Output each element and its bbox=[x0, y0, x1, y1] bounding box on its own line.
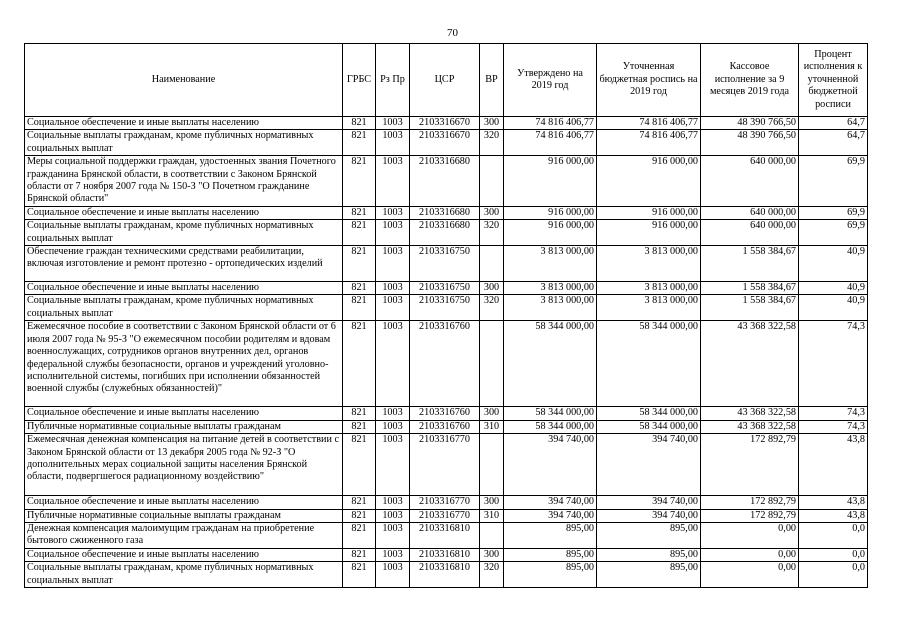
cell-grbs: 821 bbox=[343, 220, 376, 246]
cell-grbs: 821 bbox=[343, 522, 376, 548]
cell-percent: 0,0 bbox=[799, 548, 868, 561]
cell-csr: 2103316750 bbox=[410, 282, 480, 295]
cell-csr: 2103316810 bbox=[410, 548, 480, 561]
cell-name: Социальное обеспечение и иные выплаты населению bbox=[25, 496, 343, 509]
cell-name: Социальное обеспечение и иные выплаты населению bbox=[25, 117, 343, 130]
cell-percent: 40,9 bbox=[799, 246, 868, 282]
cell-rzpr: 1003 bbox=[376, 434, 410, 496]
cell-vr: 300 bbox=[480, 496, 504, 509]
cell-grbs: 821 bbox=[343, 407, 376, 420]
cell-approved: 394 740,00 bbox=[504, 509, 597, 522]
cell-approved: 916 000,00 bbox=[504, 220, 597, 246]
cell-approved: 74 816 406,77 bbox=[504, 117, 597, 130]
cell-rzpr: 1003 bbox=[376, 496, 410, 509]
table-row bbox=[25, 220, 868, 246]
cell-name: Социальное обеспечение и иные выплаты населению bbox=[25, 206, 343, 219]
table-row bbox=[25, 509, 868, 522]
cell-cash: 43 368 322,58 bbox=[701, 420, 799, 433]
cell-refined: 916 000,00 bbox=[597, 156, 701, 207]
cell-refined: 58 344 000,00 bbox=[597, 420, 701, 433]
cell-percent: 40,9 bbox=[799, 282, 868, 295]
cell-percent: 69,9 bbox=[799, 206, 868, 219]
cell-percent: 43,8 bbox=[799, 496, 868, 509]
cell-csr: 2103316750 bbox=[410, 246, 480, 282]
cell-cash: 43 368 322,58 bbox=[701, 321, 799, 407]
table-row bbox=[25, 246, 868, 282]
cell-name: Меры социальной поддержки граждан, удостоенных звания Почетного гражданина Брянской области, в соответствии с Законом Брянской области от 7 ноября 2007 года № 150-З "О Почетном гражданине Брянской области" bbox=[25, 156, 343, 207]
cell-approved: 916 000,00 bbox=[504, 206, 597, 219]
cell-grbs: 821 bbox=[343, 562, 376, 588]
header-percent: Процент исполнения к уточненной бюджетной росписи bbox=[799, 44, 868, 117]
cell-grbs: 821 bbox=[343, 246, 376, 282]
cell-approved: 895,00 bbox=[504, 522, 597, 548]
cell-approved: 58 344 000,00 bbox=[504, 407, 597, 420]
cell-cash: 48 390 766,50 bbox=[701, 130, 799, 156]
cell-percent: 64,7 bbox=[799, 130, 868, 156]
header-approved: Утверждено на 2019 год bbox=[504, 44, 597, 117]
cell-cash: 0,00 bbox=[701, 548, 799, 561]
cell-refined: 916 000,00 bbox=[597, 206, 701, 219]
cell-vr: 300 bbox=[480, 206, 504, 219]
cell-vr: 300 bbox=[480, 407, 504, 420]
page-number: 70 bbox=[447, 27, 458, 39]
table-row bbox=[25, 321, 868, 407]
cell-rzpr: 1003 bbox=[376, 156, 410, 207]
cell-csr: 2103316810 bbox=[410, 562, 480, 588]
table-row bbox=[25, 562, 868, 588]
table-row bbox=[25, 282, 868, 295]
cell-refined: 3 813 000,00 bbox=[597, 282, 701, 295]
cell-rzpr: 1003 bbox=[376, 295, 410, 321]
cell-percent: 0,0 bbox=[799, 522, 868, 548]
cell-name: Социальные выплаты гражданам, кроме публичных нормативных социальных выплат bbox=[25, 130, 343, 156]
cell-cash: 1 558 384,67 bbox=[701, 246, 799, 282]
cell-approved: 58 344 000,00 bbox=[504, 420, 597, 433]
cell-grbs: 821 bbox=[343, 434, 376, 496]
cell-vr: 320 bbox=[480, 220, 504, 246]
cell-vr: 300 bbox=[480, 282, 504, 295]
cell-percent: 74,3 bbox=[799, 407, 868, 420]
cell-rzpr: 1003 bbox=[376, 220, 410, 246]
cell-cash: 640 000,00 bbox=[701, 156, 799, 207]
cell-cash: 172 892,79 bbox=[701, 509, 799, 522]
cell-name: Публичные нормативные социальные выплаты гражданам bbox=[25, 509, 343, 522]
cell-grbs: 821 bbox=[343, 548, 376, 561]
cell-grbs: 821 bbox=[343, 509, 376, 522]
table-row bbox=[25, 295, 868, 321]
cell-vr: 320 bbox=[480, 295, 504, 321]
header-csr: ЦСР bbox=[410, 44, 480, 117]
cell-rzpr: 1003 bbox=[376, 117, 410, 130]
cell-refined: 895,00 bbox=[597, 548, 701, 561]
cell-percent: 0,0 bbox=[799, 562, 868, 588]
cell-vr: 300 bbox=[480, 548, 504, 561]
cell-refined: 58 344 000,00 bbox=[597, 321, 701, 407]
table-row bbox=[25, 496, 868, 509]
cell-refined: 895,00 bbox=[597, 562, 701, 588]
cell-rzpr: 1003 bbox=[376, 562, 410, 588]
cell-approved: 895,00 bbox=[504, 562, 597, 588]
header-rzpr: Рз Пр bbox=[376, 44, 410, 117]
cell-grbs: 821 bbox=[343, 156, 376, 207]
cell-csr: 2103316670 bbox=[410, 117, 480, 130]
cell-rzpr: 1003 bbox=[376, 522, 410, 548]
cell-refined: 394 740,00 bbox=[597, 509, 701, 522]
cell-grbs: 821 bbox=[343, 130, 376, 156]
cell-rzpr: 1003 bbox=[376, 548, 410, 561]
cell-approved: 3 813 000,00 bbox=[504, 246, 597, 282]
cell-name: Социальное обеспечение и иные выплаты населению bbox=[25, 407, 343, 420]
table-header-row bbox=[25, 44, 868, 117]
cell-refined: 895,00 bbox=[597, 522, 701, 548]
cell-percent: 40,9 bbox=[799, 295, 868, 321]
table-row bbox=[25, 522, 868, 548]
table-row bbox=[25, 117, 868, 130]
cell-cash: 1 558 384,67 bbox=[701, 282, 799, 295]
cell-name: Денежная компенсация малоимущим гражданам на приобретение бытового сжиженного газа bbox=[25, 522, 343, 548]
cell-name: Обеспечение граждан техническими средствами реабилитации, включая изготовление и ремонт протезно - ортопедических изделий bbox=[25, 246, 343, 282]
cell-csr: 2103316760 bbox=[410, 321, 480, 407]
cell-csr: 2103316810 bbox=[410, 522, 480, 548]
cell-vr: 320 bbox=[480, 130, 504, 156]
cell-rzpr: 1003 bbox=[376, 246, 410, 282]
table-body bbox=[25, 117, 868, 588]
cell-rzpr: 1003 bbox=[376, 509, 410, 522]
cell-percent: 43,8 bbox=[799, 509, 868, 522]
cell-vr bbox=[480, 434, 504, 496]
cell-csr: 2103316760 bbox=[410, 420, 480, 433]
cell-csr: 2103316770 bbox=[410, 509, 480, 522]
header-cash: Кассовое исполнение за 9 месяцев 2019 года bbox=[701, 44, 799, 117]
cell-percent: 69,9 bbox=[799, 156, 868, 207]
cell-csr: 2103316670 bbox=[410, 130, 480, 156]
cell-vr: 310 bbox=[480, 509, 504, 522]
cell-cash: 0,00 bbox=[701, 522, 799, 548]
cell-refined: 3 813 000,00 bbox=[597, 295, 701, 321]
cell-approved: 74 816 406,77 bbox=[504, 130, 597, 156]
cell-grbs: 821 bbox=[343, 295, 376, 321]
cell-grbs: 821 bbox=[343, 496, 376, 509]
cell-name: Социальные выплаты гражданам, кроме публичных нормативных социальных выплат bbox=[25, 562, 343, 588]
header-grbs: ГРБС bbox=[343, 44, 376, 117]
cell-percent: 74,3 bbox=[799, 420, 868, 433]
cell-cash: 0,00 bbox=[701, 562, 799, 588]
cell-grbs: 821 bbox=[343, 420, 376, 433]
cell-rzpr: 1003 bbox=[376, 282, 410, 295]
table-row bbox=[25, 434, 868, 496]
cell-rzpr: 1003 bbox=[376, 407, 410, 420]
cell-refined: 58 344 000,00 bbox=[597, 407, 701, 420]
cell-refined: 394 740,00 bbox=[597, 434, 701, 496]
header-name: Наименование bbox=[25, 44, 343, 117]
cell-cash: 43 368 322,58 bbox=[701, 407, 799, 420]
budget-execution-table bbox=[24, 43, 868, 588]
cell-approved: 394 740,00 bbox=[504, 496, 597, 509]
cell-rzpr: 1003 bbox=[376, 321, 410, 407]
table-row bbox=[25, 548, 868, 561]
cell-csr: 2103316770 bbox=[410, 496, 480, 509]
cell-vr bbox=[480, 522, 504, 548]
cell-name: Публичные нормативные социальные выплаты гражданам bbox=[25, 420, 343, 433]
table-row bbox=[25, 407, 868, 420]
cell-cash: 640 000,00 bbox=[701, 206, 799, 219]
cell-percent: 74,3 bbox=[799, 321, 868, 407]
header-refined: Уточненная бюджетная роспись на 2019 год bbox=[597, 44, 701, 117]
header-vr: ВР bbox=[480, 44, 504, 117]
cell-approved: 394 740,00 bbox=[504, 434, 597, 496]
cell-percent: 69,9 bbox=[799, 220, 868, 246]
cell-rzpr: 1003 bbox=[376, 130, 410, 156]
cell-rzpr: 1003 bbox=[376, 420, 410, 433]
cell-approved: 58 344 000,00 bbox=[504, 321, 597, 407]
cell-csr: 2103316750 bbox=[410, 295, 480, 321]
cell-csr: 2103316680 bbox=[410, 206, 480, 219]
cell-cash: 640 000,00 bbox=[701, 220, 799, 246]
cell-grbs: 821 bbox=[343, 321, 376, 407]
cell-approved: 895,00 bbox=[504, 548, 597, 561]
cell-refined: 394 740,00 bbox=[597, 496, 701, 509]
cell-cash: 172 892,79 bbox=[701, 496, 799, 509]
cell-vr: 320 bbox=[480, 562, 504, 588]
cell-name: Ежемесячная денежная компенсация на питание детей в соответствии с Законом Брянской области от 13 декабря 2005 года № 92-З "О дополнительных мерах социальной защиты населения Брянской области, подвергшегося радиационному воздействию" bbox=[25, 434, 343, 496]
cell-vr bbox=[480, 321, 504, 407]
cell-rzpr: 1003 bbox=[376, 206, 410, 219]
cell-csr: 2103316760 bbox=[410, 407, 480, 420]
cell-approved: 916 000,00 bbox=[504, 156, 597, 207]
cell-cash: 172 892,79 bbox=[701, 434, 799, 496]
cell-vr bbox=[480, 246, 504, 282]
cell-percent: 64,7 bbox=[799, 117, 868, 130]
cell-cash: 1 558 384,67 bbox=[701, 295, 799, 321]
cell-percent: 43,8 bbox=[799, 434, 868, 496]
cell-vr bbox=[480, 156, 504, 207]
cell-approved: 3 813 000,00 bbox=[504, 282, 597, 295]
table-row bbox=[25, 206, 868, 219]
cell-vr: 300 bbox=[480, 117, 504, 130]
cell-name: Ежемесячное пособие в соответствии с Законом Брянской области от 6 июля 2007 года № 95-З "О ежемесячном пособии родителям и вдовам военнослужащих, сотрудников органов внутренних дел, органов федеральной службы безопасности, органов и учреждений уголовно-исполнительной системы, погибших при исполнении обязанностей военной службы (служебных обязанностей)" bbox=[25, 321, 343, 407]
table-row bbox=[25, 156, 868, 207]
table-row bbox=[25, 420, 868, 433]
cell-refined: 74 816 406,77 bbox=[597, 117, 701, 130]
table-row bbox=[25, 130, 868, 156]
cell-refined: 3 813 000,00 bbox=[597, 246, 701, 282]
cell-refined: 916 000,00 bbox=[597, 220, 701, 246]
cell-refined: 74 816 406,77 bbox=[597, 130, 701, 156]
cell-csr: 2103316680 bbox=[410, 220, 480, 246]
cell-approved: 3 813 000,00 bbox=[504, 295, 597, 321]
cell-csr: 2103316770 bbox=[410, 434, 480, 496]
cell-name: Социальные выплаты гражданам, кроме публичных нормативных социальных выплат bbox=[25, 295, 343, 321]
cell-grbs: 821 bbox=[343, 282, 376, 295]
cell-csr: 2103316680 bbox=[410, 156, 480, 207]
cell-cash: 48 390 766,50 bbox=[701, 117, 799, 130]
cell-name: Социальное обеспечение и иные выплаты населению bbox=[25, 282, 343, 295]
cell-vr: 310 bbox=[480, 420, 504, 433]
cell-grbs: 821 bbox=[343, 117, 376, 130]
cell-name: Социальные выплаты гражданам, кроме публичных нормативных социальных выплат bbox=[25, 220, 343, 246]
cell-name: Социальное обеспечение и иные выплаты населению bbox=[25, 548, 343, 561]
cell-grbs: 821 bbox=[343, 206, 376, 219]
